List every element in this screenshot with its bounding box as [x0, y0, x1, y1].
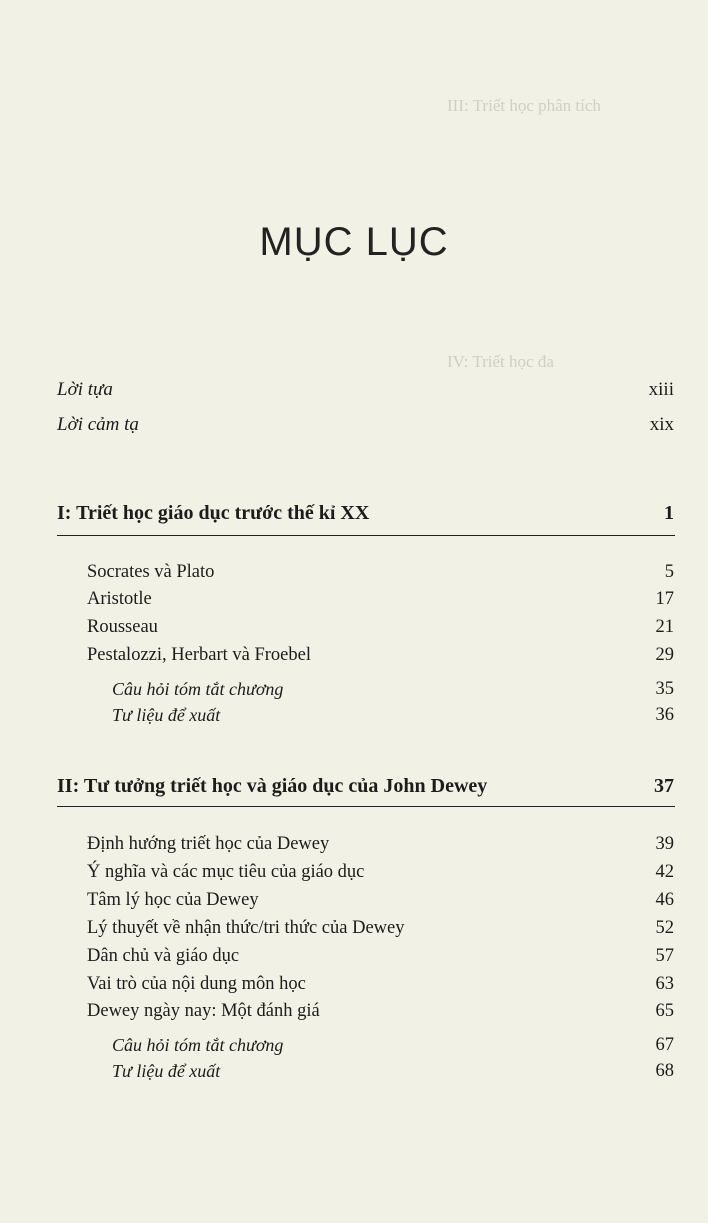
toc-entry-page: 39 [655, 834, 674, 854]
toc-entry-page: 21 [655, 617, 674, 637]
chapter-divider [57, 535, 675, 536]
toc-entry-label: Socrates và Plato [87, 562, 215, 582]
toc-entry-label: Dewey ngày nay: Một đánh giá [87, 1001, 320, 1021]
toc-entry[interactable] [0, 997, 708, 1025]
toc-entry-page: 5 [664, 562, 674, 582]
toc-entry-label: Định hướng triết học của Dewey [87, 834, 330, 854]
toc-chapter-heading[interactable] [0, 772, 708, 800]
toc-entry-page: 63 [655, 974, 674, 994]
toc-entry-label: Tâm lý học của Dewey [87, 890, 259, 910]
toc-entry-page: 46 [655, 890, 674, 910]
toc-entry[interactable] [0, 558, 708, 586]
toc-entry[interactable] [0, 641, 708, 669]
toc-entry-label: Aristotle [87, 589, 152, 609]
toc-front-entry[interactable] [0, 411, 708, 439]
toc-front-entry[interactable] [0, 376, 708, 404]
page-title: MỤC LỤC [259, 220, 449, 264]
toc-sub-entry[interactable] [0, 675, 708, 703]
toc-entry-label: Pestalozzi, Herbart và Froebel [87, 645, 311, 665]
toc-entry[interactable] [0, 613, 708, 641]
toc-entry-page: xix [649, 414, 674, 435]
toc-entry-label: Tư liệu để xuất [112, 1061, 221, 1081]
toc-entry-page: 57 [655, 946, 674, 966]
bleed-through-text: IV: Triết học đa [447, 352, 554, 371]
toc-entry-label: Câu hỏi tóm tắt chương [112, 679, 284, 699]
toc-entry-label: Lý thuyết về nhận thức/tri thức của Dewey [87, 918, 405, 938]
chapter-divider [57, 806, 675, 807]
toc-entry-page: 17 [655, 589, 674, 609]
toc-entry[interactable] [0, 942, 708, 970]
toc-entry-page: 52 [655, 918, 674, 938]
toc-entry[interactable] [0, 830, 708, 858]
toc-entry[interactable] [0, 914, 708, 942]
toc-entry-label: Rousseau [87, 617, 158, 637]
toc-entry-page: 35 [655, 679, 674, 699]
toc-entry[interactable] [0, 585, 708, 613]
toc-entry-label: Vai trò của nội dung môn học [87, 974, 306, 994]
toc-entry[interactable] [0, 970, 708, 998]
chapter-title: I: Triết học giáo dục trước thế kỉ XX [57, 502, 370, 524]
toc-entry-label: Câu hỏi tóm tắt chương [112, 1035, 284, 1055]
toc-sub-entry[interactable] [0, 701, 708, 729]
toc-sub-entry[interactable] [0, 1031, 708, 1059]
toc-entry-label: Lời cảm tạ [57, 414, 139, 435]
bleed-through-text: III: Triết học phân tích [447, 96, 601, 115]
toc-entry-page: 68 [655, 1061, 674, 1081]
toc-entry-page: 36 [655, 705, 674, 725]
toc-sub-entry[interactable] [0, 1057, 708, 1085]
toc-chapter-heading[interactable] [0, 499, 708, 527]
toc-entry-page: 67 [655, 1035, 674, 1055]
toc-entry-page: 42 [655, 862, 674, 882]
toc-entry[interactable] [0, 886, 708, 914]
toc-entry-label: Lời tựa [57, 379, 113, 400]
chapter-page: 1 [664, 502, 674, 524]
toc-entry[interactable] [0, 858, 708, 886]
chapter-title: II: Tư tưởng triết học và giáo dục của John Dewey [57, 775, 488, 797]
toc-entry-label: Dân chủ và giáo dục [87, 946, 240, 966]
toc-entry-page: 29 [655, 645, 674, 665]
toc-entry-label: Tư liệu để xuất [112, 705, 221, 725]
toc-entry-page: 65 [655, 1001, 674, 1021]
toc-entry-page: xiii [648, 379, 674, 400]
toc-entry-label: Ý nghĩa và các mục tiêu của giáo dục [87, 862, 365, 882]
chapter-page: 37 [654, 775, 674, 797]
